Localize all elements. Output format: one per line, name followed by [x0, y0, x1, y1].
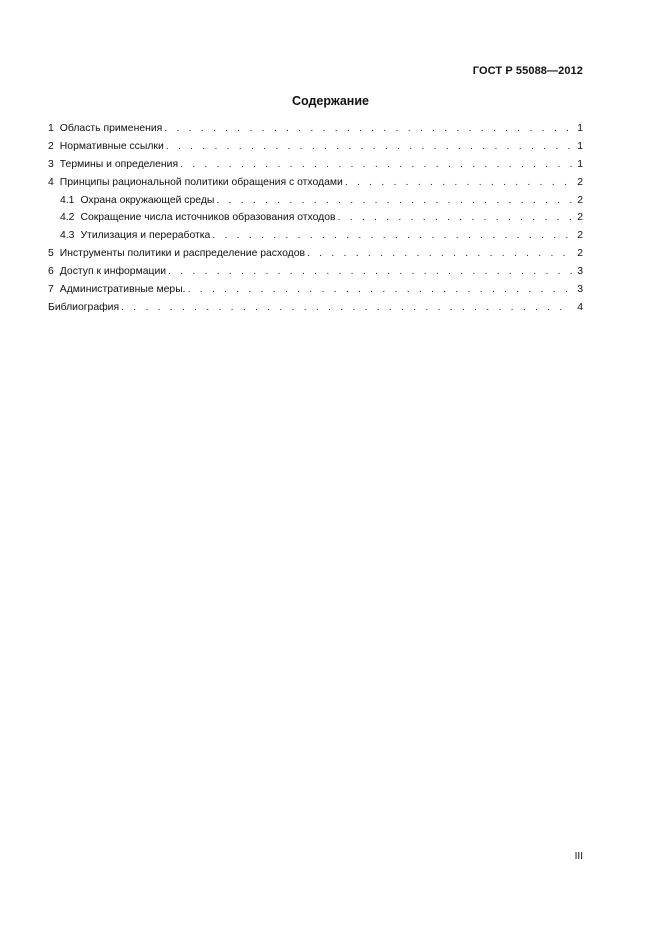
- page-number: III: [574, 851, 583, 862]
- toc-subentry[interactable]: [48, 194, 583, 212]
- toc-entry-label: [48, 247, 305, 260]
- toc-entry-text: Сокращение числа источников образования отходов: [80, 212, 336, 224]
- toc-entry-page: 2: [577, 248, 583, 260]
- toc-entry-number: 3: [48, 158, 54, 170]
- toc-entry-number: 4.3: [60, 230, 75, 242]
- toc-subentry[interactable]: [48, 211, 583, 229]
- toc-entry-label: [48, 140, 164, 153]
- toc-entry-page: 4: [577, 301, 583, 313]
- toc-entry-page: 1: [577, 158, 583, 170]
- toc-dot-leader: [216, 194, 572, 207]
- toc-entry-text: Доступ к информации: [59, 266, 167, 278]
- toc-entry-label: [60, 229, 210, 242]
- toc-entry-text: Область применения: [59, 123, 163, 134]
- toc-entry-text: Утилизация и переработка: [80, 230, 211, 242]
- toc-entry-text: Охрана окружающей среды: [80, 194, 215, 206]
- toc-entry-page: 1: [577, 140, 583, 152]
- toc-subentry[interactable]: [48, 229, 583, 247]
- toc-dot-leader: [307, 247, 572, 260]
- toc-entry-label: [48, 265, 166, 278]
- toc-dot-leader: [166, 140, 572, 153]
- toc-entry-number: 2: [48, 140, 54, 152]
- toc-entry-label: [60, 194, 214, 207]
- toc-entry-number: 4.1: [60, 194, 75, 206]
- toc-entry-number: 4: [48, 176, 54, 188]
- toc-entry-number: 6: [48, 266, 54, 278]
- toc-entry-text: Термины и определения: [59, 158, 179, 170]
- toc-entry-text: Принципы рациональной политики обращения с отходами: [59, 176, 343, 188]
- toc-dot-leader: [188, 283, 572, 296]
- toc-entry[interactable]: [48, 176, 583, 194]
- toc-dot-leader: [168, 265, 572, 278]
- toc-entry-label: [60, 211, 336, 224]
- table-of-contents: [48, 122, 583, 319]
- toc-dot-leader: [164, 122, 572, 135]
- toc-entry-number: 1: [48, 123, 54, 134]
- toc-entry[interactable]: [48, 158, 583, 176]
- toc-dot-leader: [345, 176, 572, 189]
- toc-entry-bibliography[interactable]: [48, 301, 583, 319]
- toc-entry[interactable]: [48, 265, 583, 283]
- toc-entry[interactable]: [48, 122, 583, 140]
- toc-entry-label: [48, 283, 186, 296]
- toc-entry-text: Библиография: [48, 301, 120, 313]
- toc-entry[interactable]: [48, 140, 583, 158]
- toc-entry-text: Нормативные ссылки: [59, 140, 164, 152]
- toc-entry-text: Административные меры.: [59, 284, 186, 296]
- document-code: ГОСТ Р 55088—2012: [472, 65, 583, 77]
- toc-dot-leader: [121, 301, 572, 314]
- toc-entry-label: [48, 158, 178, 171]
- toc-entry-page: 2: [577, 194, 583, 206]
- toc-entry-page: 3: [577, 284, 583, 296]
- toc-entry-page: 2: [577, 176, 583, 188]
- toc-entry-label: [48, 301, 119, 314]
- toc-entry-label: [48, 176, 343, 189]
- toc-entry-text: Инструменты политики и распределение расходов: [59, 248, 305, 260]
- toc-entry[interactable]: [48, 283, 583, 301]
- toc-entry-number: 4.2: [60, 212, 75, 224]
- toc-entry-page: 3: [577, 266, 583, 278]
- toc-dot-leader: [212, 229, 572, 242]
- toc-title: Содержание: [291, 94, 369, 108]
- toc-entry[interactable]: [48, 247, 583, 265]
- toc-entry-page: 1: [577, 123, 583, 134]
- toc-entry-number: 7: [48, 284, 54, 296]
- toc-entry-label: [48, 122, 162, 135]
- toc-entry-page: 2: [577, 230, 583, 242]
- toc-entry-number: 5: [48, 248, 54, 260]
- toc-dot-leader: [338, 211, 572, 224]
- toc-entry-page: 2: [577, 212, 583, 224]
- toc-dot-leader: [180, 158, 572, 171]
